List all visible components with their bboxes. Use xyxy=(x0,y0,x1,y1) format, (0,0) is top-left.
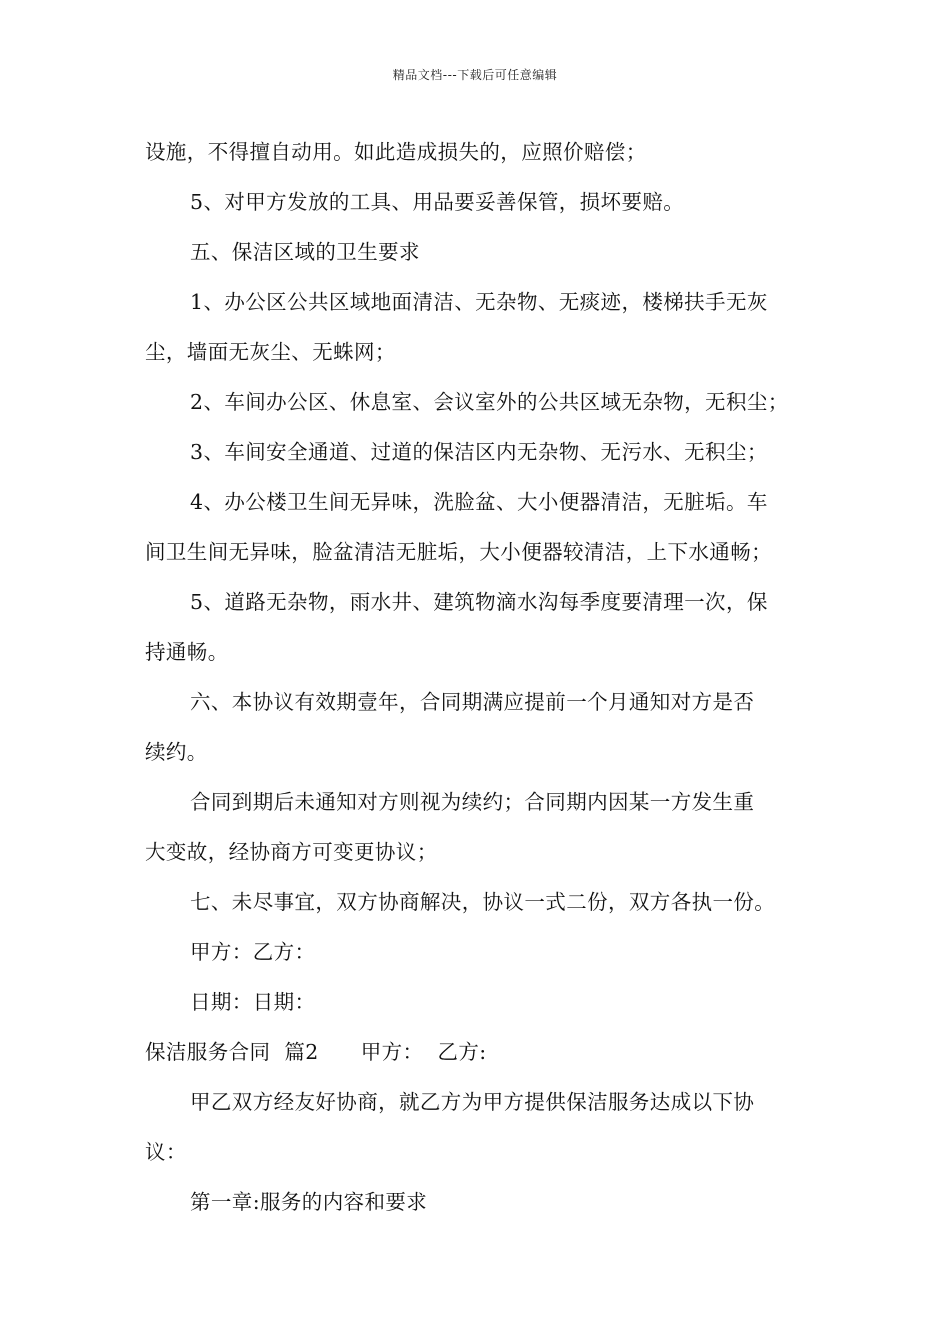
signature-parties: 甲方：乙方： xyxy=(190,940,316,964)
paragraph-line: 4、办公楼卫生间无异味，洗脸盆、大小便器清洁，无脏垢。车 xyxy=(190,490,768,514)
section-heading: 六、本协议有效期壹年，合同期满应提前一个月通知对方是否 xyxy=(190,690,755,714)
paragraph-line: 续约。 xyxy=(145,740,208,764)
paragraph-line: 持通畅。 xyxy=(145,640,229,664)
contract-part: 篇2 xyxy=(284,1040,319,1064)
contract-title: 保洁服务合同 xyxy=(145,1040,271,1064)
party-b-label: 乙方: xyxy=(437,1040,487,1064)
paragraph-line: 议： xyxy=(145,1140,187,1164)
paragraph-line: 1、办公区公共区域地面清洁、无杂物、无痰迹，楼梯扶手无灰 xyxy=(190,290,768,314)
paragraph-line: 设施，不得擅自动用。如此造成损失的，应照价赔偿； xyxy=(145,140,647,164)
section-heading: 七、未尽事宜，双方协商解决，协议一式二份，双方各执一份。 xyxy=(190,890,776,914)
paragraph-line: 间卫生间无异味，脸盆清洁无脏垢，大小便器较清洁，上下水通畅； xyxy=(145,540,772,564)
signature-dates: 日期：日期： xyxy=(190,990,316,1014)
paragraph-line: 甲乙双方经友好协商，就乙方为甲方提供保洁服务达成以下协 xyxy=(190,1090,755,1114)
paragraph-line: 5、对甲方发放的工具、用品要妥善保管，损坏要赔。 xyxy=(190,190,685,214)
paragraph-line: 大变故，经协商方可变更协议； xyxy=(145,840,438,864)
document-body xyxy=(145,127,813,1227)
page-header: 精品文档---下载后可任意编辑 xyxy=(392,68,558,82)
paragraph-line: 5、道路无杂物，雨水井、建筑物滴水沟每季度要清理一次，保 xyxy=(190,590,768,614)
party-a-label: 甲方： xyxy=(360,1040,424,1064)
section-heading: 五、保洁区域的卫生要求 xyxy=(190,240,420,264)
paragraph-line: 2、车间办公区、休息室、会议室外的公共区域无杂物，无积尘； xyxy=(190,390,789,414)
paragraph-line: 尘，墙面无灰尘、无蛛网； xyxy=(145,340,396,364)
paragraph-line: 合同到期后未通知对方则视为续约；合同期内因某一方发生重 xyxy=(190,790,755,814)
contract-title-line xyxy=(145,1027,813,1077)
chapter-heading: 第一章:服务的内容和要求 xyxy=(190,1190,428,1214)
paragraph-line: 3、车间安全通道、过道的保洁区内无杂物、无污水、无积尘； xyxy=(190,440,768,464)
